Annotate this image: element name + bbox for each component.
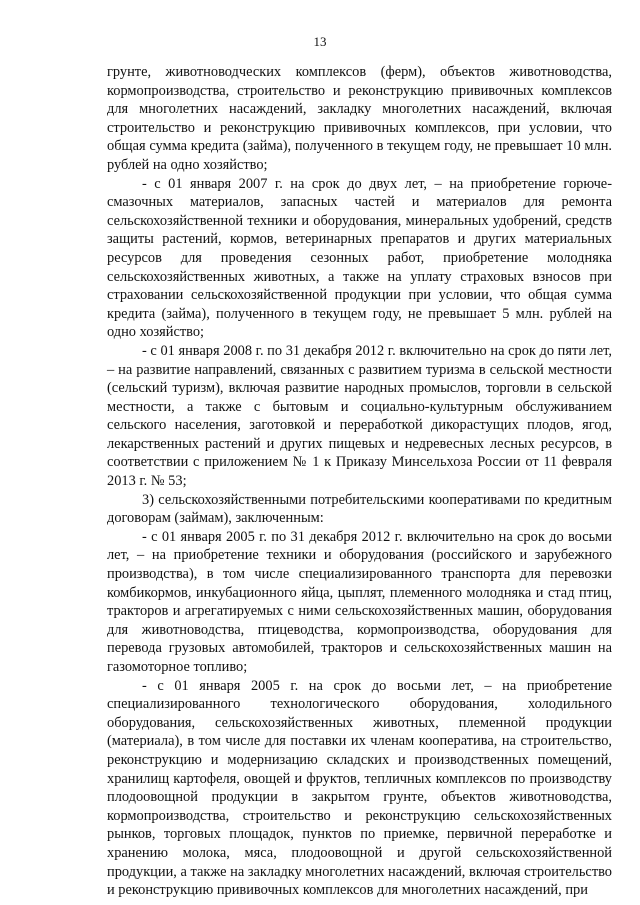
document-body [107,63,612,900]
paragraph-cooperatives-heading: 3) сельскохозяйственными потребительскими кооперативами по кредитным договорам (займам), заключенным: [107,491,612,527]
paragraph-cooperatives-equipment: - с 01 января 2005 г. по 31 декабря 2012 г. включительно на срок до восьми лет, – на приобретение техники и оборудования (российского и зарубежного производства), в том числе специализированного транспорта для перевозки комбикормов, инкубационного яйца, цыплят, племенного молодняка и стад птиц, тракторов и агрегатируемых с ними сельскохозяйственных машин, оборудования для животноводства, птицеводства, кормопроизводства, оборудования для перевода грузовых автомобилей, тракторов и сельскохозяйственных машин на газомоторное топливо; [107,528,612,675]
page-number: 13 [313,34,327,49]
paragraph-cooperatives-facilities: - с 01 января 2005 г. на срок до восьми лет, – на приобретение специализированного технологического оборудования, холодильного оборудования, сельскохозяйственных животных, племенной продукции (материала), в том числе для поставки их членам кооператива, на строительство, реконструкцию и модернизацию складских и производственных помещений, хранилищ картофеля, овощей и фруктов, тепличных комплексов по производству плодоовощной продукции в закрытом грунте, объектов животноводства, кормопроизводства, строительство и реконструкцию сельскохозяйственных рынков, торговых площадок, пунктов по приемке, первичной переработке и хранению молока, мяса, плодоовощной и другой сельскохозяйственной продукции, а также на закладку многолетних насаждений, включая строительство и реконструкцию прививочных комплексов для многолетних насаждений, при [107,677,612,899]
paragraph-continuation: грунте, животноводческих комплексов (ферм), объектов животноводства, кормопроизводства, строительство и реконструкцию прививочных комплексов для многолетних насаждений, закладку многолетних насаждений, включая строительство и реконструкцию прививочных комплексов, при условии, что общая сумма кредита (займа), полученного в текущем году, не превышает 10 млн. рублей на одно хозяйство; [107,64,612,173]
paragraph-credit-2007: - с 01 января 2007 г. на срок до двух лет, – на приобретение горюче-смазочных материалов, запасных частей и материалов для ремонта сельскохозяйственной техники и оборудования, минеральных удобрений, средств защиты растений, кормов, ветеринарных препаратов и других материальных ресурсов для проведения сезонных работ, приобретение молодняка сельскохозяйственных животных, а также на уплату страховых взносов при страховании сельскохозяйственной продукции при условии, что общая сумма кредита (займа), полученного в текущем году, не превышает 5 млн. рублей на одно хозяйство; [107,175,612,341]
paragraph-credit-2008-tourism: - с 01 января 2008 г. по 31 декабря 2012 г. включительно на срок до пяти лет, – на развитие направлений, связанных с развитием туризма в сельской местности (сельский туризм), включая развитие народных промыслов, торговли в сельской местности, а также с бытовым и социально-культурным обслуживанием сельского населения, заготовкой и переработкой дикорастущих плодов, ягод, лекарственных растений и других пищевых и недревесных лесных ресурсов, в соответствии с приложением № 1 к Приказу Минсельхоза России от 11 февраля 2013 г. № 53; [107,342,612,490]
